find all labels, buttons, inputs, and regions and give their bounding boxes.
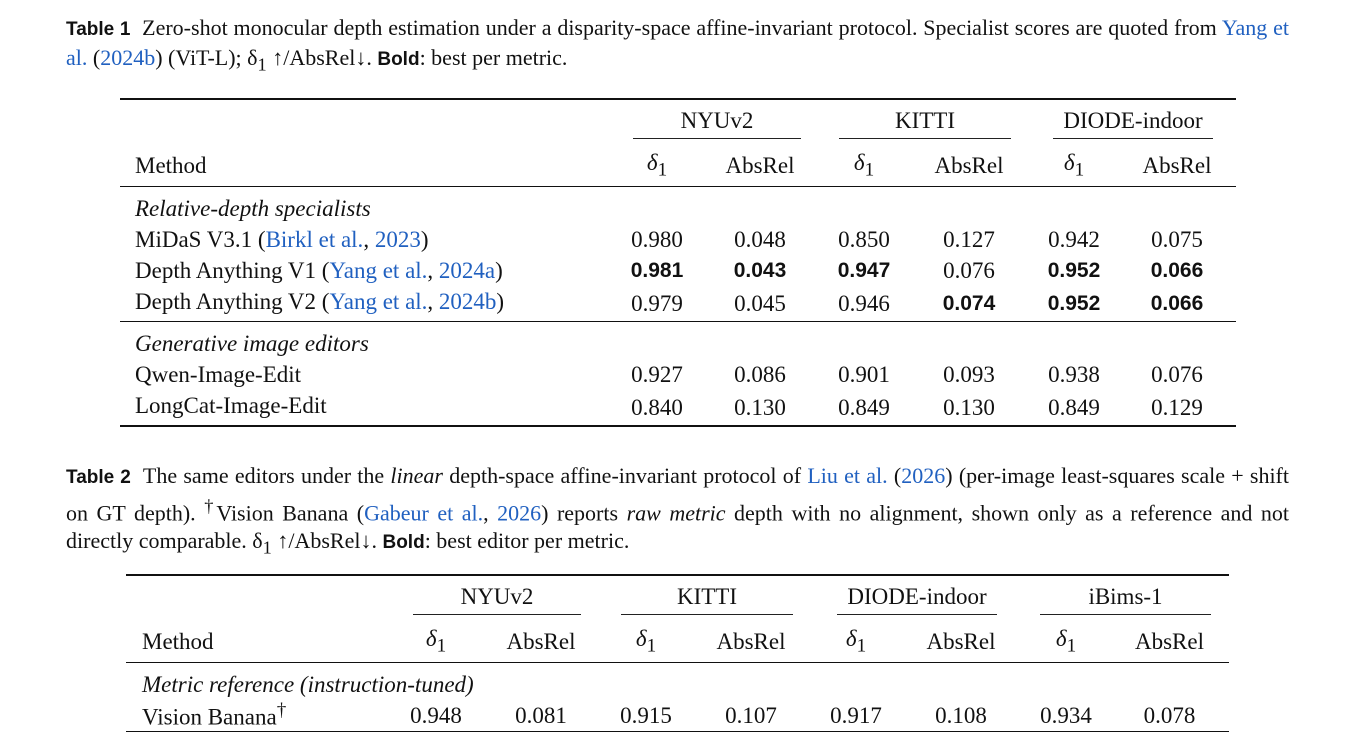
table2-cite-year-link-2[interactable]: 2026 <box>497 500 542 526</box>
delta-sub: 1 <box>657 159 668 181</box>
value-cell: 0.938 <box>1048 361 1100 387</box>
table1-caption-text-c: ↑/AbsRel↓. <box>266 45 378 70</box>
table2-cite-link-2[interactable]: Gabeur et al. <box>364 500 484 526</box>
delta-sub: 1 <box>436 635 447 657</box>
table2 <box>126 574 1229 752</box>
value-cell: 0.130 <box>734 394 786 420</box>
value-cell-best: 0.981 <box>630 258 684 282</box>
delta-symbol: δ <box>853 150 865 176</box>
table1-dataset-nyuv2: NYUv2 <box>633 108 802 139</box>
table1-caption-sub: 1 <box>257 54 267 75</box>
table2-caption-text: The same editors under the <box>142 463 391 488</box>
table-row <box>120 390 1236 426</box>
value-cell: 0.108 <box>935 702 987 728</box>
table1-paren-open: ( <box>92 45 101 70</box>
cite-link[interactable]: Yang et al. <box>329 257 428 283</box>
table2-caption-text-c: (per-image least-squares scale + shift on GT depth). <box>66 463 1289 526</box>
table1-cite-year-link[interactable]: 2024b <box>100 45 156 70</box>
value-cell: 0.917 <box>830 702 882 728</box>
cite-link[interactable]: Yang et al. <box>329 288 428 314</box>
value-cell: 0.081 <box>515 702 567 728</box>
value-cell: 0.078 <box>1143 702 1196 728</box>
table2-section-metric-reference: Metric reference (instruction-tuned) <box>142 671 474 697</box>
value-cell: 0.849 <box>1048 394 1100 420</box>
table2-dataset-nyuv2: NYUv2 <box>413 584 582 615</box>
table1-caption <box>66 14 1289 78</box>
table1-bold-label: Bold <box>377 49 420 70</box>
table2-method-header: Method <box>142 629 214 654</box>
cite-year-link[interactable]: 2024b <box>438 288 497 314</box>
value-cell-best: 0.952 <box>1047 291 1101 315</box>
table1-caption-text-d: : best per metric. <box>419 45 568 70</box>
table1-dataset-kitti: KITTI <box>839 108 1011 139</box>
table2-method-cell <box>126 700 392 732</box>
delta-symbol: δ <box>1063 150 1075 176</box>
table1-label: Table 1 <box>66 19 131 40</box>
table2-caption-text-b: depth-space affine-invariant protocol of <box>442 463 808 488</box>
delta-sub: 1 <box>1066 635 1077 657</box>
table1-dataset-diode: DIODE-indoor <box>1053 108 1212 139</box>
table2-col-absrel: AbsRel <box>716 629 786 654</box>
value-cell: 0.980 <box>631 226 683 252</box>
delta-sub: 1 <box>864 159 875 181</box>
table-row <box>120 286 1236 322</box>
method-name: Qwen-Image-Edit <box>135 361 302 387</box>
value-cell: 0.850 <box>838 226 890 252</box>
value-cell: 0.075 <box>1151 226 1203 252</box>
delta-symbol: δ <box>635 626 647 652</box>
table2-caption-text-h: : best editor per metric. <box>424 528 630 554</box>
table1-method-cell: Depth Anything V2 (Yang et al., 2024b) <box>135 288 505 314</box>
delta-sub: 1 <box>1074 159 1085 181</box>
table2-col-delta <box>1022 622 1110 663</box>
dagger-mark: † <box>276 700 287 722</box>
table2-caption-raw: raw metric <box>626 500 726 526</box>
value-cell-best: 0.074 <box>942 291 996 315</box>
table2-caption-linear: linear <box>390 463 443 488</box>
table1 <box>120 98 1236 427</box>
cite-year-link[interactable]: 2023 <box>374 226 421 252</box>
table2-col-delta <box>392 622 480 663</box>
table2-dataset-diode: DIODE-indoor <box>837 584 996 615</box>
value-cell-best: 0.952 <box>1047 258 1101 282</box>
value-cell: 0.048 <box>734 226 786 252</box>
table2-caption-text-g: ↑/AbsRel↓. <box>271 528 383 554</box>
value-cell: 0.107 <box>725 702 777 728</box>
table-row <box>120 224 1236 255</box>
method-name: Vision Banana <box>142 704 277 730</box>
table1-paren-close: ) <box>155 45 163 70</box>
method-name: Depth Anything V2 <box>135 288 317 314</box>
table2-dataset-ibims: iBims-1 <box>1040 584 1210 615</box>
value-cell: 0.927 <box>631 361 683 387</box>
table2-bold-label: Bold <box>382 532 425 554</box>
table2-dataset-kitti: KITTI <box>621 584 793 615</box>
value-cell: 0.948 <box>410 702 462 728</box>
table2-col-absrel: AbsRel <box>1135 629 1204 654</box>
value-cell-best: 0.043 <box>733 258 787 282</box>
delta-sub: 1 <box>646 635 657 657</box>
table1-method-cell: MiDaS V3.1 (Birkl et al., 2023) <box>135 226 429 252</box>
table1-col-absrel: AbsRel <box>934 153 1004 178</box>
table2-col-absrel: AbsRel <box>506 629 576 654</box>
table1-caption-text-b: (ViT-L); δ <box>162 45 258 70</box>
dagger-mark: † <box>204 496 217 516</box>
table2-caption-text-d: Vision Banana ( <box>216 500 365 526</box>
value-cell: 0.840 <box>631 394 683 420</box>
table2-col-delta <box>602 622 690 663</box>
value-cell: 0.946 <box>838 290 890 316</box>
table2-label: Table 2 <box>66 467 131 488</box>
table1-col-delta <box>614 146 700 187</box>
table1-caption-text: Zero-shot monocular depth estimation under a disparity-space affine-invariant protocol. Specialist scores are quoted from <box>142 15 1222 40</box>
table1-method-cell: Depth Anything V1 (Yang et al., 2024a) <box>135 257 503 283</box>
value-cell-best: 0.947 <box>837 258 891 282</box>
cite-link[interactable]: Birkl et al. <box>265 226 364 252</box>
table1-col-absrel: AbsRel <box>1142 153 1212 178</box>
method-name: MiDaS V3.1 <box>135 226 253 252</box>
table2-col-absrel: AbsRel <box>926 629 996 654</box>
value-cell: 0.076 <box>1151 361 1203 387</box>
table2-col-delta <box>812 622 900 663</box>
value-cell: 0.130 <box>943 394 995 420</box>
delta-symbol: δ <box>845 626 857 652</box>
table1-section-editors: Generative image editors <box>135 330 369 356</box>
table2-caption-sub: 1 <box>262 537 272 558</box>
table1-col-delta <box>820 146 908 187</box>
table-row <box>120 255 1236 286</box>
table2-cite-link[interactable]: Liu et al. <box>807 463 888 488</box>
value-cell: 0.901 <box>838 361 890 387</box>
value-cell-best: 0.066 <box>1150 258 1204 282</box>
value-cell: 0.093 <box>943 361 995 387</box>
table2-caption: Table 2 The same editors under the linear depth-space affine-invariant protocol of Liu et al. (2026) (per-image least-squares scale + shift on GT depth). †Vision Banana (Gabeur et al., 2026) reports raw metric depth with no alignment, shown only as a reference and not directly comparable. $\delta_1$ ↑/AbsRel↓. Bold: best editor per metric. <box>66 463 1289 558</box>
value-cell: 0.127 <box>943 226 995 252</box>
delta-sub: 1 <box>856 635 867 657</box>
table2-cite-year-link[interactable]: 2026 <box>901 463 946 488</box>
cite-year-link[interactable]: 2024a <box>438 257 496 283</box>
table-row <box>126 700 1229 732</box>
value-cell: 0.129 <box>1151 394 1203 420</box>
method-name: LongCat-Image-Edit <box>135 392 327 418</box>
value-cell: 0.086 <box>734 361 786 387</box>
table-row <box>120 359 1236 390</box>
value-cell: 0.076 <box>943 257 995 283</box>
table1-section-specialists: Relative-depth specialists <box>135 195 371 221</box>
value-cell: 0.942 <box>1048 226 1100 252</box>
delta-symbol: δ <box>425 626 437 652</box>
table1-cite-link[interactable]: Yang et al. <box>66 15 1290 70</box>
value-cell: 0.934 <box>1040 702 1092 728</box>
table1-col-delta <box>1030 146 1118 187</box>
value-cell: 0.915 <box>620 702 672 728</box>
delta-symbol: δ <box>646 150 658 176</box>
value-cell: 0.979 <box>631 290 683 316</box>
value-cell: 0.849 <box>838 394 890 420</box>
table2-caption-text-e: ) reports <box>541 500 627 526</box>
delta-symbol: δ <box>1055 626 1067 652</box>
table2-caption-text-f: depth with no alignment, shown only as a reference and not directly comparable. δ <box>66 500 1289 554</box>
value-cell-best: 0.066 <box>1150 291 1204 315</box>
value-cell: 0.045 <box>734 290 786 316</box>
table1-col-absrel: AbsRel <box>725 153 795 178</box>
method-name: Depth Anything V1 <box>135 257 317 283</box>
table1-method-header: Method <box>135 153 207 178</box>
